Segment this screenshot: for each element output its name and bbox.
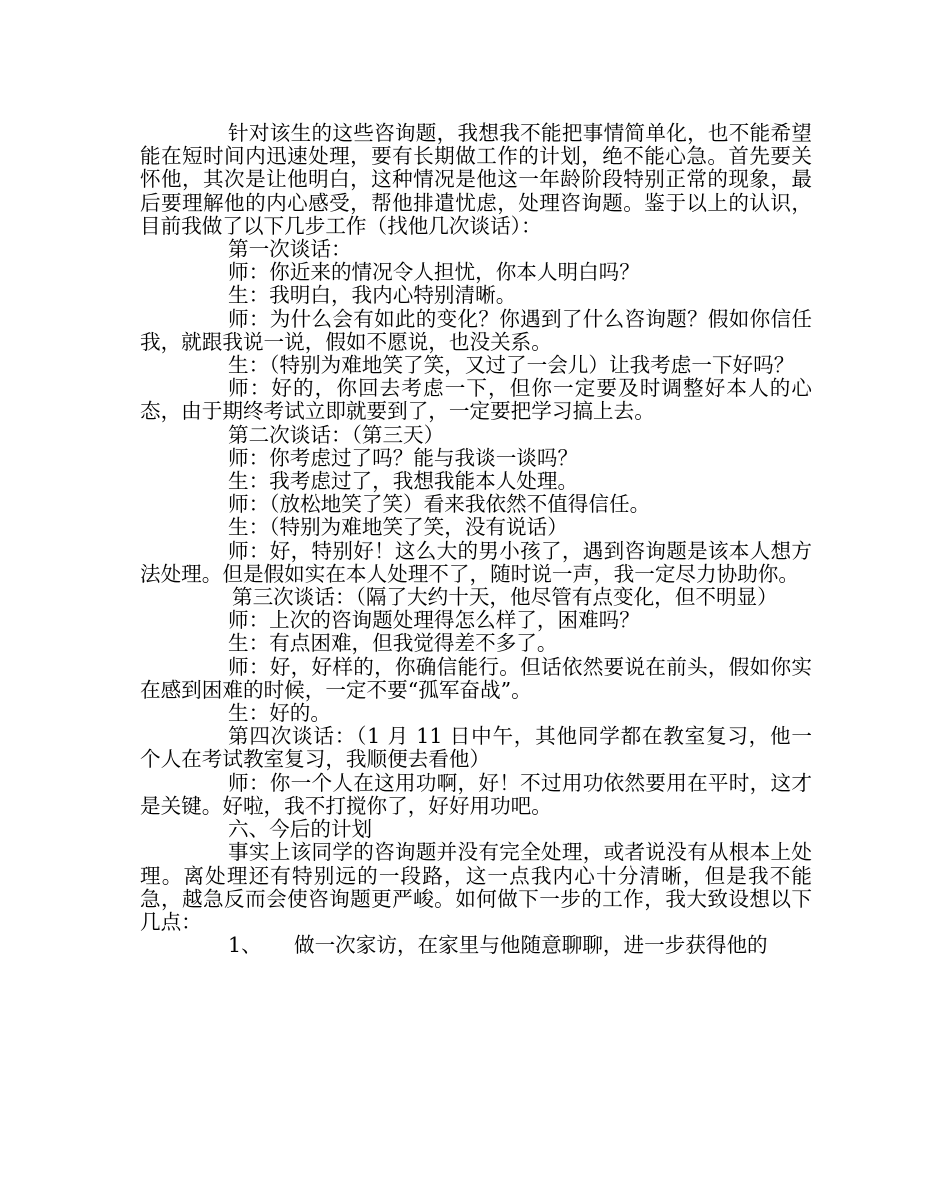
dialogue-line: 师：为什么会有如此的变化？你遇到了什么咨询题？假如你信任我，就跟我说一说，假如不愿说，也没关系。 — [140, 306, 812, 354]
document-body — [140, 122, 812, 957]
dialogue-line: 师：好的，你回去考虑一下，但你一定要及时调整好本人的心态，由于期终考试立即就要到了，一定要把学习搞上去。 — [140, 376, 812, 424]
dialogue-line: 师：上次的咨询题处理得怎么样了，困难吗？ — [228, 608, 640, 633]
dialogue-line: 生：我明白，我内心特别清晰。 — [228, 283, 517, 308]
dialogue-line: 生：（特别为难地笑了笑，没有说话） — [228, 515, 568, 540]
dialogue-line: 师：你考虑过了吗？能与我谈一谈吗？ — [228, 445, 579, 470]
conversation-heading-3: 第三次谈话：（隔了大约十天，他尽管有点变化，但不明显） — [232, 585, 778, 610]
dialogue-line: 师：好，特别好！这么大的男小孩了，遇到咨询题是该本人想方法处理。但是假如实在本人处理不了，随时说一声，我一定尽力协助你。 — [140, 538, 812, 586]
list-item-text: 做一次家访，在家里与他随意聊聊，进一步获得他的 — [294, 933, 768, 958]
plan-paragraph: 事实上该同学的咨询题并没有完全处理，或者说没有从根本上处理。离处理还有特别远的一段路，这一点我内心十分清晰，但是我不能急，越急反而会使咨询题更严峻。如何做下一步的工作，我大致设想以下几点： — [140, 840, 812, 934]
dialogue-line: 生：有点困难，但我觉得差不多了。 — [228, 631, 558, 656]
dialogue-line: 师：（放松地笑了笑）看来我依然不值得信任。 — [228, 492, 651, 517]
conversation-heading-2: 第二次谈话：（第三天） — [228, 422, 445, 447]
section-heading: 六、今后的计划 — [228, 817, 373, 842]
conversation-heading-1: 第一次谈话： — [228, 237, 352, 262]
intro-paragraph: 针对该生的这些咨询题，我想我不能把事情简单化，也不能希望能在短时间内迅速处理，要有长期做工作的计划，绝不能心急。首先要关怀他，其次是让他明白，这种情况是他这一年龄阶段特别正常的现象，最后要理解他的内心感受，帮他排遣忧虑，处理咨询题。鉴于以上的认识，目前我做了以下几步工作（找他几次谈话）： — [140, 121, 812, 238]
list-item-number: 1、 — [228, 933, 262, 958]
conversation-heading-4: 第四次谈话：（1 月 11 日中午，其他同学都在教室复习，他一个人在考试教室复习，我顺便去看他） — [140, 724, 812, 772]
dialogue-line: 生：（特别为难地笑了笑，又过了一会儿）让我考虑一下好吗？ — [228, 353, 795, 378]
dialogue-line: 生：我考虑过了，我想我能本人处理。 — [228, 469, 579, 494]
list-item — [140, 934, 812, 957]
dialogue-line: 师：你近来的情况令人担忧，你本人明白吗？ — [228, 260, 640, 285]
dialogue-line: 师：你一个人在这用功啊，好！不过用功依然要用在平时，这才是关键。好啦，我不打搅你了，好好用功吧。 — [140, 770, 812, 818]
dialogue-line: 师：好，好样的，你确信能行。但话依然要说在前头，假如你实在感到困难的时候，一定不要“孤军奋战”。 — [140, 654, 812, 702]
dialogue-line: 生：好的。 — [228, 701, 331, 726]
